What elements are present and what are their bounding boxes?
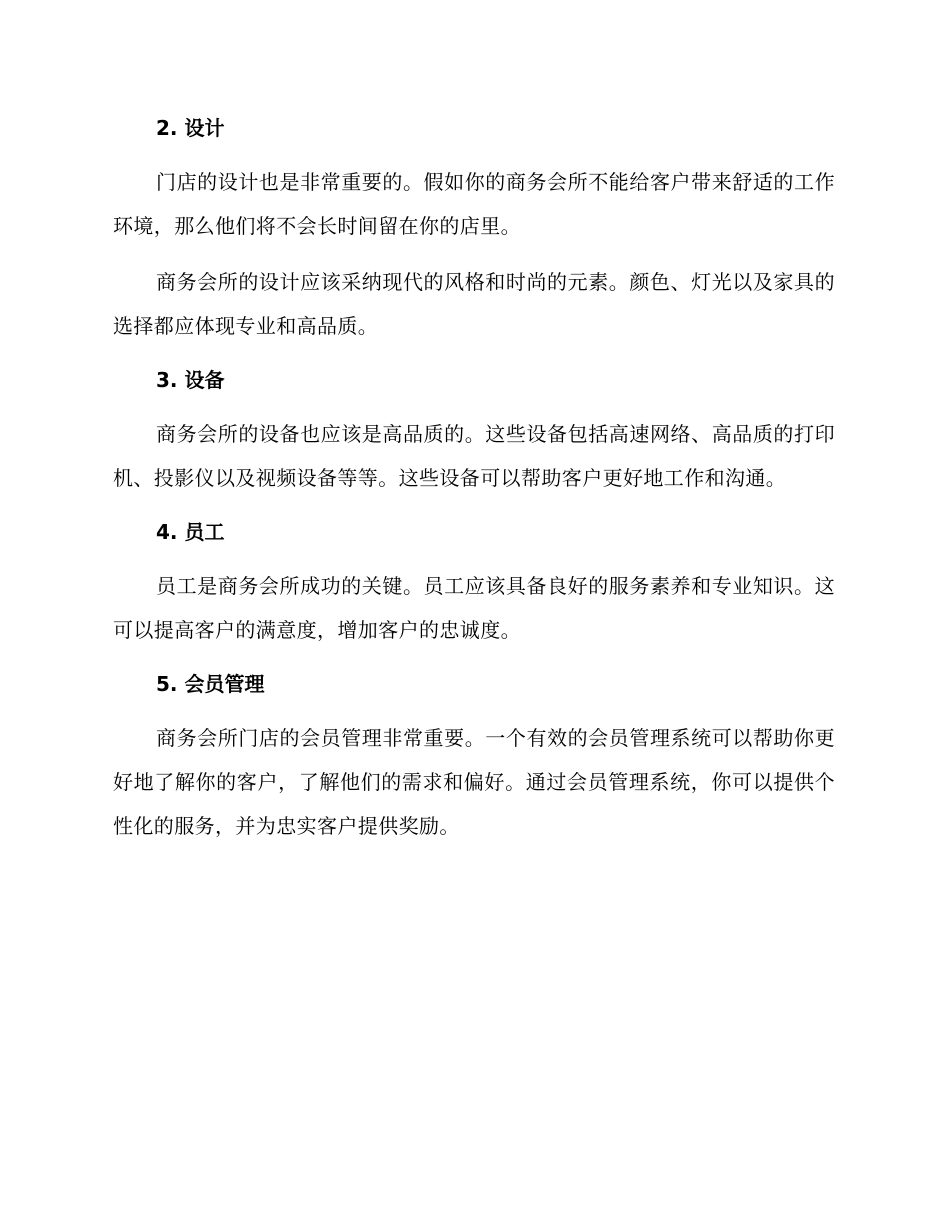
section-design	[113, 108, 835, 348]
section-equipment	[113, 360, 835, 500]
paragraph: 商务会所的设计应该采纳现代的风格和时尚的元素。颜色、灯光以及家具的选择都应体现专业和高品质。	[113, 270, 835, 338]
section-heading: 4. 员工	[156, 520, 225, 544]
document-body	[113, 108, 835, 860]
section-staff	[113, 512, 835, 652]
paragraph: 员工是商务会所成功的关键。员工应该具备良好的服务素养和专业知识。这可以提高客户的满意度，增加客户的忠诚度。	[113, 574, 835, 642]
paragraph: 商务会所的设备也应该是高品质的。这些设备包括高速网络、高品质的打印机、投影仪以及视频设备等等。这些设备可以帮助客户更好地工作和沟通。	[113, 422, 835, 490]
section-membership	[113, 664, 835, 848]
section-heading: 5. 会员管理	[156, 672, 265, 696]
section-heading: 3. 设备	[156, 368, 225, 392]
paragraph: 商务会所门店的会员管理非常重要。一个有效的会员管理系统可以帮助你更好地了解你的客户，了解他们的需求和偏好。通过会员管理系统，你可以提供个性化的服务，并为忠实客户提供奖励。	[113, 726, 835, 838]
section-heading: 2. 设计	[156, 116, 225, 140]
paragraph: 门店的设计也是非常重要的。假如你的商务会所不能给客户带来舒适的工作环境，那么他们将不会长时间留在你的店里。	[113, 170, 835, 238]
